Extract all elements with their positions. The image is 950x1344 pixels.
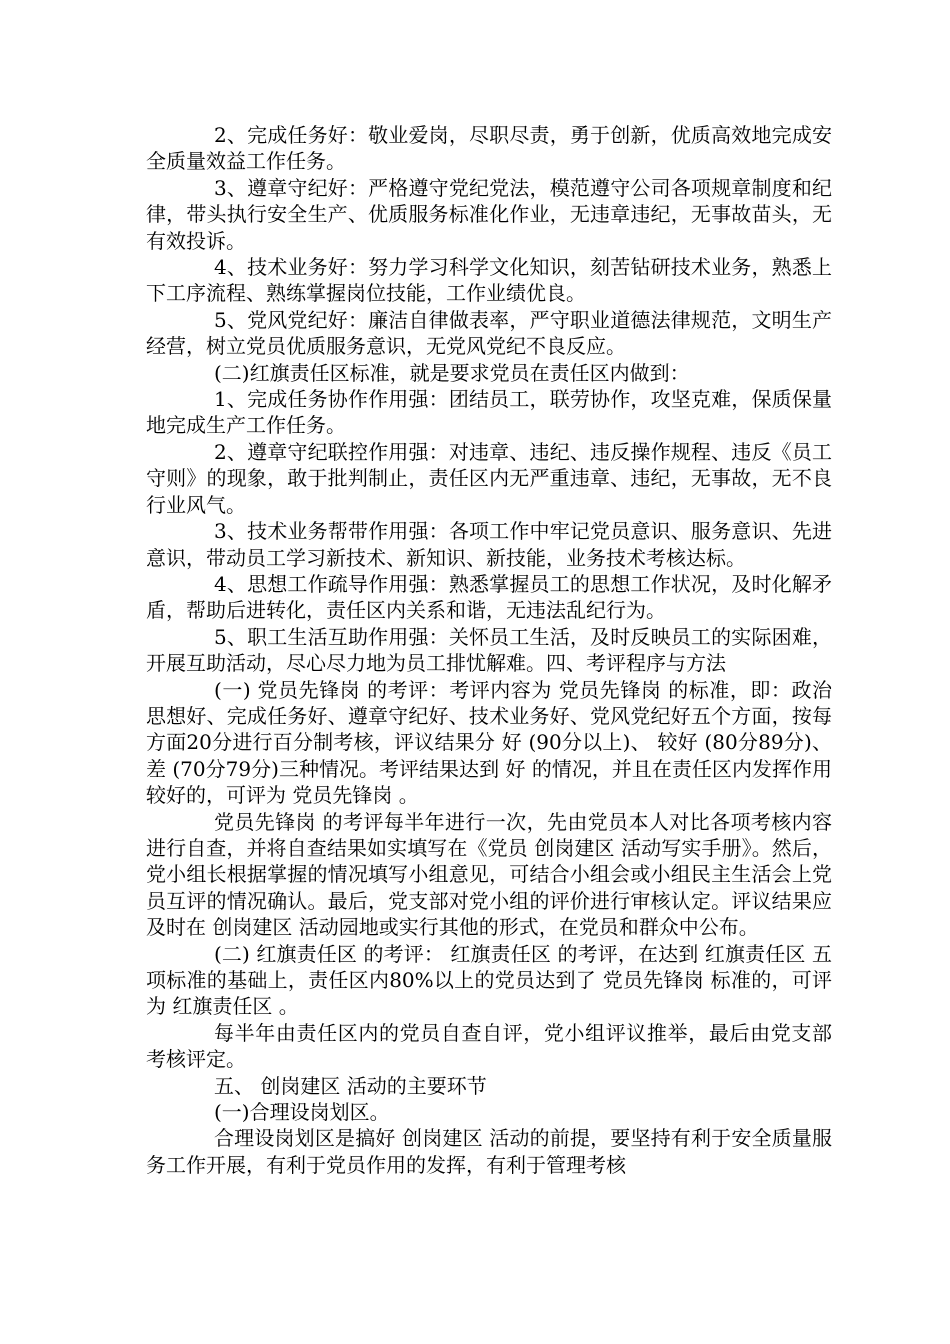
paragraph-2: 3、遵章守纪好：严格遵守党纪党法，模范遵守公司各项规章制度和纪律，带头执行安全生产、优质服务标准化作业，无违章违纪，无事故苗头，无有效投诉。	[146, 175, 832, 253]
paragraph-3: 4、技术业务好：努力学习科学文化知识，刻苦钻研技术业务，熟悉上下工序流程、熟练掌握岗位技能，工作业绩优良。	[146, 255, 832, 306]
paragraph-4: 5、党风党纪好：廉洁自律做表率，严守职业道德法律规范，文明生产经营，树立党员优质服务意识，无党风党纪不良反应。	[146, 307, 832, 359]
paragraph-12: (二) 红旗责任区 的考评： 红旗责任区 的考评，在达到 红旗责任区 五项标准的基础上，责任区内80%以上的党员达到了 党员先锋岗 标准的，可评为 红旗责任区 。	[146, 941, 832, 1019]
paragraph-9: 5、职工生活互助作用强：关怀员工生活，及时反映员工的实际困难，开展互助活动，尽心尽力地为员工排忧解难。四、考评程序与方法	[146, 624, 832, 676]
paragraph-13: 每半年由责任区内的党员自查自评，党小组评议推举，最后由党支部考核评定。	[146, 1020, 832, 1072]
paragraph-10: (一) 党员先锋岗 的考评：考评内容为 党员先锋岗 的标准，即：政治思想好、完成任务好、遵章守纪好、技术业务好、党风党纪好五个方面，按每方面20分进行百分制考核，评议结果分 好 (90分以上)、 较好 (80分89分)、 差 (70分79分)三种情况。考评结果达到 好 的情况，并且在责任区内发挥作用较好的，可评为 党员先锋岗 。	[146, 677, 839, 808]
paragraph-5: 1、完成任务协作作用强：团结员工，联劳协作，攻坚克难，保质保量地完成生产工作任务。	[146, 387, 832, 438]
paragraph-7: 3、技术业务帮带作用强：各项工作中牢记党员意识、服务意识、先进意识，带动员工学习新技术、新知识、新技能，业务技术考核达标。	[146, 519, 832, 570]
document-body	[146, 122, 839, 1178]
subsection-heading-set-posts: (一)合理设岗划区。	[214, 1100, 390, 1125]
paragraph-6: 2、遵章守纪联控作用强：对违章、违纪、违反操作规程、违反《员工守则》的现象，敢于批判制止，责任区内无严重违章、违纪，无事故，无不良行业风气。	[146, 439, 832, 517]
paragraph-8: 4、思想工作疏导作用强：熟悉掌握员工的思想工作状况，及时化解矛盾，帮助后进转化，责任区内关系和谐，无违法乱纪行为。	[146, 571, 832, 623]
section-heading-main-steps: 五、 创岗建区 活动的主要环节	[214, 1073, 487, 1098]
paragraph-1: 2、完成任务好：敬业爱岗，尽职尽责，勇于创新，优质高效地完成安全质量效益工作任务。	[146, 123, 832, 174]
paragraph-14: 合理设岗划区是搞好 创岗建区 活动的前提，要坚持有利于安全质量服务工作开展，有利于党员作用的发挥，有利于管理考核	[146, 1126, 832, 1177]
section-heading-red-flag-standard: (二)红旗责任区标准，就是要求党员在责任区内做到：	[214, 360, 690, 385]
paragraph-11: 党员先锋岗 的考评每半年进行一次，先由党员本人对比各项考核内容进行自查，并将自查结果如实填写在《党员 创岗建区 活动写实手册》。然后，党小组长根据掌握的情况填写小组意见，可结合小组会或小组民主生活会上党员互评的情况确认。最后，党支部对党小组的评价进行审核认定。评议结果应及时在 创岗建区 活动园地或实行其他的形式，在党员和群众中公布。	[146, 809, 832, 940]
